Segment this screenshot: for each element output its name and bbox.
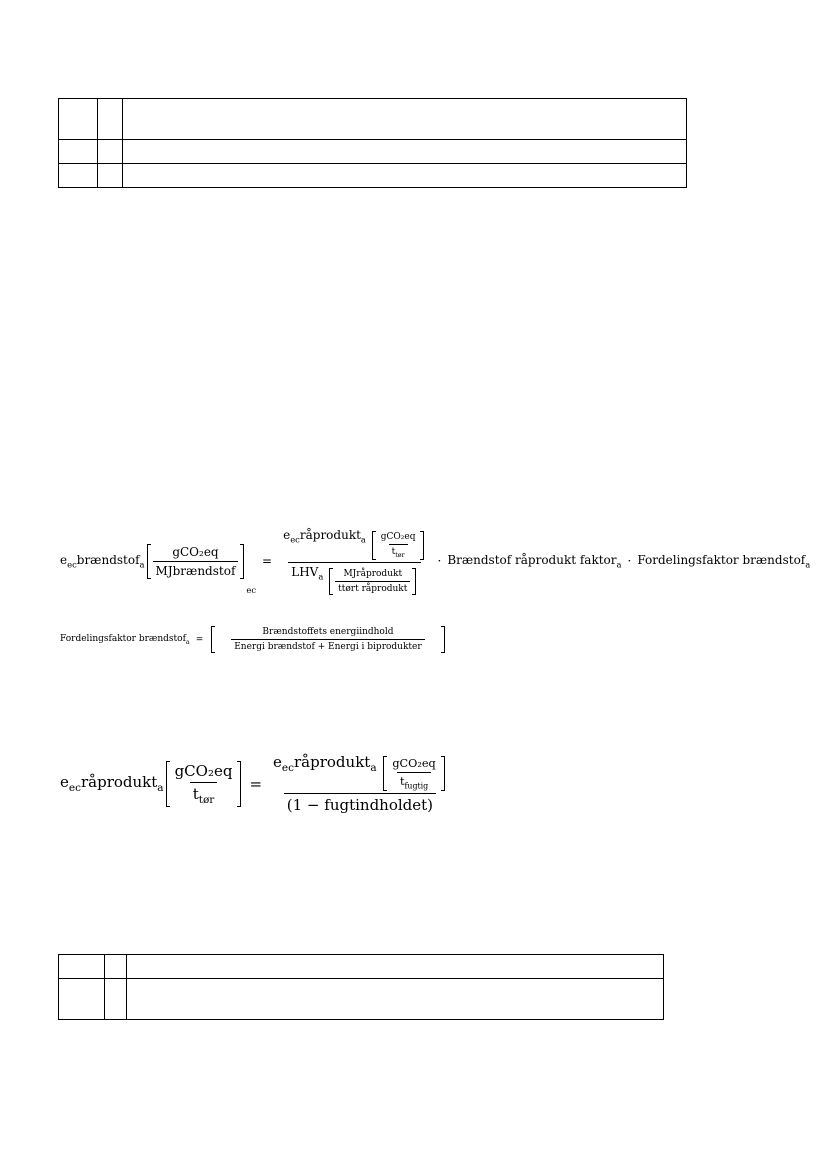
empty-table-bottom — [58, 954, 664, 1020]
table-row — [59, 979, 664, 1020]
eq3-lhs: $e_{ec}råprodukt_a$ — [60, 773, 164, 795]
table-cell — [59, 955, 105, 979]
table-cell — [98, 99, 123, 140]
eq1-main-fraction: $e_{ec}råprodukt_a$ $\frac{\text{gCO₂eq}}{t_{tør}}$ $LHV_a$ $\frac{\text{MJråprodukt}}{\text{ttørt råprodukt}}$ — [280, 528, 429, 595]
table-cell — [59, 140, 98, 164]
table-cell — [59, 99, 98, 140]
eq2-rhs: $\frac{\text{Brændstoffets energiindhold}}{\text{Energi brændstof + Energi i biprodukter}}$ — [211, 626, 444, 653]
table-cell — [98, 164, 123, 188]
eq1-factor-1: Brændstof råprodukt faktor$_a$ — [447, 553, 622, 570]
equation-raw-product-dry: $e_{ec}råprodukt_a$ $\frac{\text{gCO₂eq}}{t_{tør}}$ = $e_{ec}råprodukt_a$ $\frac{\text{gCO₂eq}}{t_{fugtig}}$ (1 − fugtindholdet) — [60, 753, 452, 814]
equation-allocation-factor: Fordelingsfaktor brændstof$_a$ = $\frac{\text{Brændstoffets energiindhold}}{\text{Energi brændstof + Energi i biprodukter}}$ — [60, 626, 447, 653]
table-cell — [123, 140, 687, 164]
table-cell — [59, 979, 105, 1020]
eq3-lhs-unit: $\frac{\text{gCO₂eq}}{t_{tør}}$ — [166, 761, 242, 807]
table-row — [59, 955, 664, 979]
eq3-main-fraction: $e_{ec}råprodukt_a$ $\frac{\text{gCO₂eq}}{t_{fugtig}}$ (1 − fugtindholdet) — [270, 753, 450, 814]
eq1-lhs-unit: $\frac{\text{gCO₂eq}}{\text{MJbrændstof}}$ — [147, 544, 245, 579]
eq1-factor-2: Fordelingsfaktor brændstof$_a$ — [637, 553, 811, 570]
table-row — [59, 164, 687, 188]
table-row — [59, 99, 687, 140]
equation-fuel-emissions: $e_{ec}brændstof_a$ $\frac{\text{gCO₂eq}}{\text{MJbrændstof}}$ ec = $e_{ec}råprodukt_a$ $\frac{\text{gCO₂eq}}{t_{tør}}$ $LHV_a$ $\frac{\text{MJråprodukt}}{\text{ttørt råprodukt}}$ · Brændstof råprodukt faktor$_a$ · Fordelingsfaktor brændstof$_a$ — [60, 528, 811, 595]
table-cell — [123, 164, 687, 188]
table-row — [59, 140, 687, 164]
table-cell — [123, 99, 687, 140]
eq1-lhs: $e_{ec}brændstof_a$ — [60, 553, 145, 570]
eq2-lhs: Fordelingsfaktor brændstof$_a$ — [60, 633, 190, 646]
table-cell — [59, 164, 98, 188]
table-cell — [98, 140, 123, 164]
table-cell — [105, 979, 127, 1020]
table-cell — [127, 979, 664, 1020]
empty-table-top — [58, 98, 687, 188]
table-cell — [127, 955, 664, 979]
table-cell — [105, 955, 127, 979]
